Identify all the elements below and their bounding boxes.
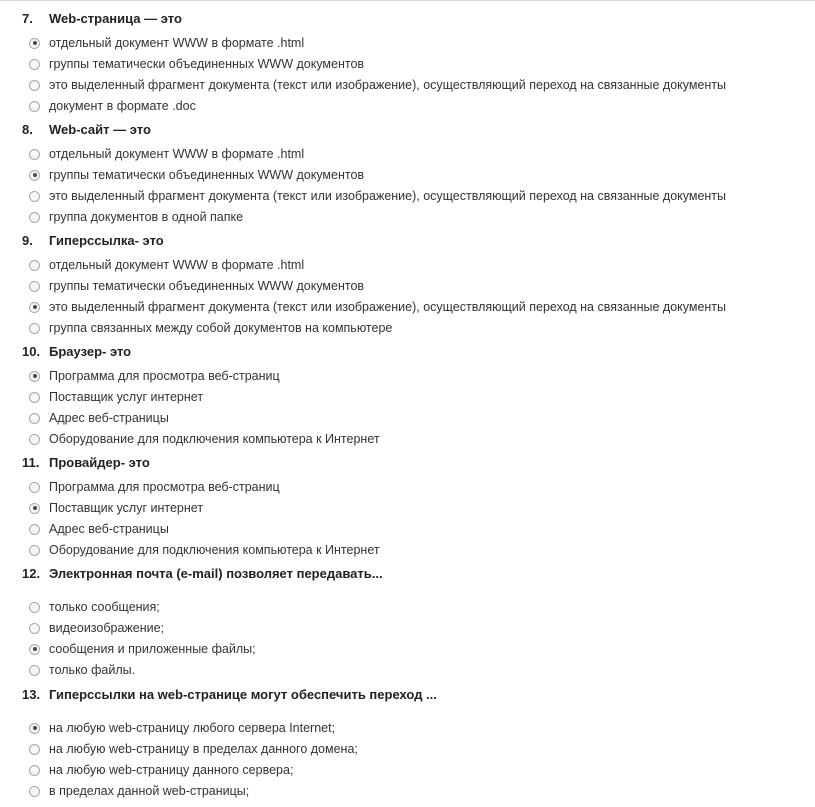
answer-option-label: группы тематически объединенных WWW документов [49,168,365,182]
answer-option[interactable] [29,640,256,658]
radio-button[interactable] [29,80,40,91]
radio-button[interactable] [29,545,40,556]
answer-option[interactable] [29,277,364,295]
radio-button[interactable] [29,786,40,797]
answer-option-label: отдельный документ WWW в формате .html [49,36,305,50]
answer-option-label: это выделенный фрагмент документа (текст или изображение), осуществляющий переход на связанные документы [49,189,727,203]
question-number: 8. [22,122,33,137]
answer-option[interactable] [29,34,304,52]
question-number: 13. [22,687,41,702]
radio-button[interactable] [29,482,40,493]
answer-option[interactable] [29,208,243,226]
answer-option-label: Программа для просмотра веб-страниц [49,480,280,494]
answer-option-label: Поставщик услуг интернет [49,390,204,404]
answer-option-label: на любую web-страницу в пределах данного домена; [49,742,358,756]
answer-option[interactable] [29,55,364,73]
answer-option[interactable] [29,499,203,517]
answer-option[interactable] [29,367,280,385]
answer-option[interactable] [29,409,169,427]
answer-option-label: на любую web-страницу данного сервера; [49,763,294,777]
answer-option[interactable] [29,430,380,448]
answer-option[interactable] [29,298,726,316]
answer-option[interactable] [29,619,164,637]
radio-button[interactable] [29,503,40,514]
radio-button[interactable] [29,260,40,271]
answer-option[interactable] [29,145,304,163]
answer-option-label: только файлы. [49,663,136,677]
question-text: Web-сайт — это [49,122,151,137]
question-number: 7. [22,11,33,26]
answer-option[interactable] [29,319,392,337]
answer-option[interactable] [29,478,280,496]
answer-option[interactable] [29,598,160,616]
radio-button[interactable] [29,623,40,634]
answer-option[interactable] [29,256,304,274]
answer-option-label: Поставщик услуг интернет [49,501,204,515]
answer-option-label: отдельный документ WWW в формате .html [49,258,305,272]
answer-option[interactable] [29,740,358,758]
radio-button[interactable] [29,524,40,535]
answer-option-label: это выделенный фрагмент документа (текст или изображение), осуществляющий переход на связанные документы [49,78,727,92]
radio-button[interactable] [29,170,40,181]
radio-button[interactable] [29,602,40,613]
answer-option-label: видеоизображение; [49,621,165,635]
radio-button[interactable] [29,644,40,655]
question-text: Web-страница — это [49,11,182,26]
answer-option[interactable] [29,761,293,779]
radio-button[interactable] [29,723,40,734]
radio-button[interactable] [29,59,40,70]
radio-button[interactable] [29,191,40,202]
radio-button[interactable] [29,665,40,676]
answer-option-label: группы тематически объединенных WWW документов [49,279,365,293]
radio-button[interactable] [29,38,40,49]
answer-option-label: это выделенный фрагмент документа (текст или изображение), осуществляющий переход на связанные документы [49,300,727,314]
question-number: 12. [22,566,41,581]
radio-button[interactable] [29,323,40,334]
answer-option-label: отдельный документ WWW в формате .html [49,147,305,161]
answer-option-label: Адрес веб-страницы [49,522,169,536]
answer-option-label: только сообщения; [49,600,160,614]
answer-option-label: группа связанных между собой документов на компьютере [49,321,393,335]
question-text: Электронная почта (e-mail) позволяет передавать... [49,566,383,581]
answer-option-label: в пределах данной web-страницы; [49,784,250,798]
answer-option-label: Оборудование для подключения компьютера к Интернет [49,543,380,557]
question-text: Гиперссылки на web-странице могут обеспечить переход ... [49,687,437,702]
answer-option-label: на любую web-страницу любого сервера Internet; [49,721,336,735]
radio-button[interactable] [29,101,40,112]
radio-button[interactable] [29,434,40,445]
answer-option[interactable] [29,76,726,94]
radio-button[interactable] [29,281,40,292]
question-text: Браузер- это [49,344,132,359]
answer-option[interactable] [29,541,380,559]
answer-option[interactable] [29,97,196,115]
answer-option[interactable] [29,520,169,538]
radio-button[interactable] [29,765,40,776]
answer-option-label: сообщения и приложенные файлы; [49,642,256,656]
answer-option-label: Программа для просмотра веб-страниц [49,369,280,383]
answer-option[interactable] [29,719,335,737]
radio-button[interactable] [29,744,40,755]
radio-button[interactable] [29,413,40,424]
answer-option[interactable] [29,388,203,406]
answer-option[interactable] [29,166,364,184]
answer-option-label: группы тематически объединенных WWW документов [49,57,365,71]
question-number: 10. [22,344,41,359]
answer-option-label: группа документов в одной папке [49,210,244,224]
answer-option-label: Адрес веб-страницы [49,411,169,425]
radio-button[interactable] [29,392,40,403]
answer-option[interactable] [29,187,726,205]
answer-option[interactable] [29,782,249,800]
answer-option-label: Оборудование для подключения компьютера к Интернет [49,432,380,446]
radio-button[interactable] [29,371,40,382]
question-number: 9. [22,233,33,248]
radio-button[interactable] [29,212,40,223]
radio-button[interactable] [29,149,40,160]
answer-option-label: документ в формате .doc [49,99,196,113]
question-text: Провайдер- это [49,455,150,470]
question-text: Гиперссылка- это [49,233,164,248]
radio-button[interactable] [29,302,40,313]
answer-option[interactable] [29,661,135,679]
question-number: 11. [22,455,40,470]
